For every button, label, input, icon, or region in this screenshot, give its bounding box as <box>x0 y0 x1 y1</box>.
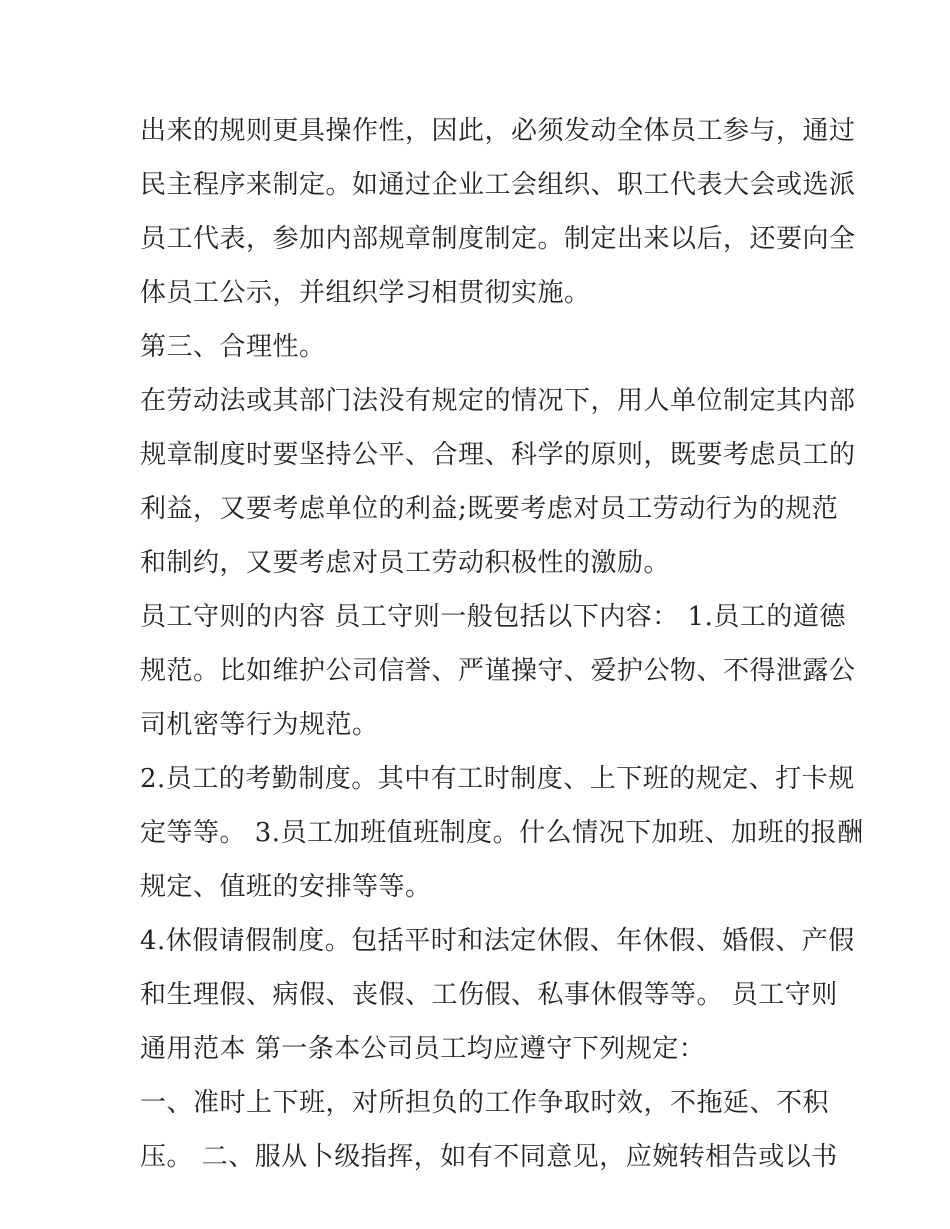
text-line: 规章制度时要坚持公平、合理、科学的原则，既要考虑员工的 <box>140 440 856 470</box>
text-line: 4.休假请假制度。包括平时和法定休假、年休假、婚假、产假 <box>140 926 855 956</box>
text-line: 员工代表，参加内部规章制度制定。制定出来以后，还要向全 <box>140 224 856 254</box>
text-line: 利益，又要考虑单位的利益;既要考虑对员工劳动行为的规范 <box>140 494 839 524</box>
text-line: 在劳动法或其部门法没有规定的情况下，用人单位制定其内部 <box>140 386 856 416</box>
text-line: 和制约，又要考虑对员工劳动积极性的激励。 <box>140 548 671 578</box>
text-line: 定等等。 3.员工加班值班制度。什么情况下加班、加班的报酬 <box>140 818 864 848</box>
text-line: 员工守则的内容 员工守则一般包括以下内容： 1.员工的道德 <box>140 602 846 632</box>
text-line: 规范。比如维护公司信誉、严谨操守、爱护公物、不得泄露公 <box>140 656 856 686</box>
document-body <box>140 104 864 1184</box>
text-line: 规定、值班的安排等等。 <box>140 872 432 902</box>
text-line: 2.员工的考勤制度。其中有工时制度、上下班的规定、打卡规 <box>140 764 855 794</box>
text-line: 出来的规则更具操作性，因此，必须发动全体员工参与，通过 <box>140 116 856 146</box>
text-line: 民主程序来制定。如通过企业工会组织、职工代表大会或选派 <box>140 170 856 200</box>
text-line: 一、准时上下班，对所担负的工作争取时效，不拖延、不积 <box>140 1088 830 1118</box>
text-line: 压。 二、服从卜级指挥，如有不同意见，应婉转相告或以书 <box>140 1142 838 1172</box>
text-line: 通用范本 第一条本公司员工均应遵守下列规定： <box>140 1034 706 1064</box>
text-line: 体员工公示，并组织学习相贯彻实施。 <box>140 278 591 308</box>
text-line: 司机密等行为规范。 <box>140 710 379 740</box>
text-line: 和生理假、病假、丧假、工伤假、私事休假等等。 员工守则 <box>140 980 838 1010</box>
section-heading: 第三、合理性。 <box>140 332 326 362</box>
